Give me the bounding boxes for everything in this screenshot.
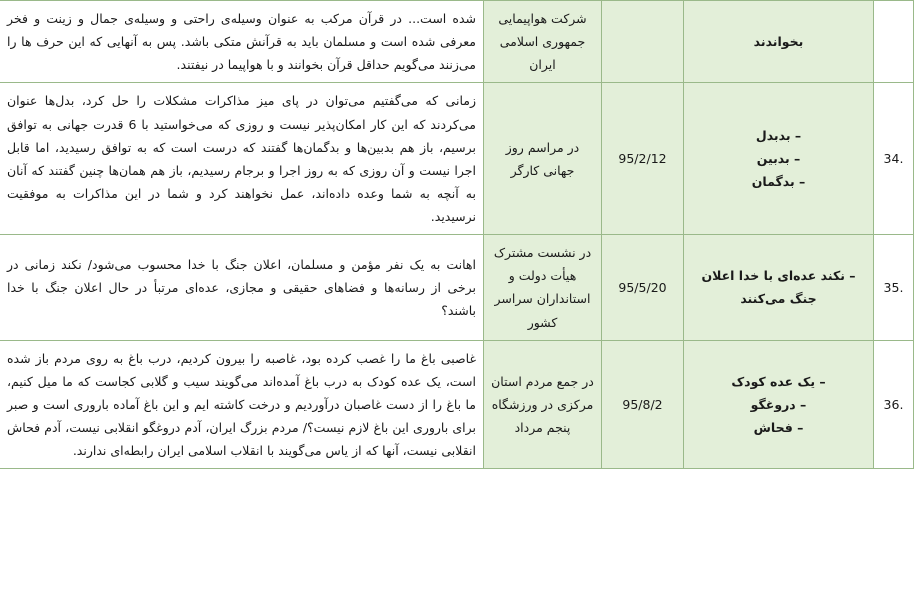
keyword-line: – یک عده کودک — [731, 373, 826, 389]
row-event: شرکت هواپیمایی جمهوری اسلامی ایران — [484, 1, 602, 83]
keyword-line: – دروغگو — [750, 396, 807, 412]
table-row — [0, 340, 914, 469]
keyword-line: – نکند عده‌ای با خدا اعلان — [701, 268, 856, 284]
table-body — [0, 1, 914, 469]
row-date: 95/8/2 — [602, 340, 684, 469]
row-text: زمانی که می‌گفتیم می‌توان در پای میز مذاکرات مشکلات را حل کرد، بدل‌ها عنوان می‌کردند که این کار امکان‌پذیر نیست و روزی که می‌خواستید با 6 قدرت جهانی به توافق برسیم، باز هم بدبین‌ها و بدگمان‌ها گفتند که درست است که به توافق رسیدید، اما قابل اجرا نیست و آن روزی که به روز اجرا و برجام رسیدیم، باز هم همان‌ها چنین گفتند که آنان به آنچه به شما وعده داده‌اند، عمل نخواهند کرد و شما در این مذاکرات به موفقیت نرسیدید. — [0, 83, 484, 235]
row-date — [602, 1, 684, 83]
row-keywords — [684, 340, 874, 469]
keyword-line: – بدبدل — [755, 128, 802, 144]
table-row — [0, 235, 914, 341]
row-number: 36. — [874, 340, 914, 469]
row-date: 95/2/12 — [602, 83, 684, 235]
keyword-line: – بدبین — [756, 151, 801, 167]
row-text: غاصبی باغ ما را غصب کرده بود، غاصبه را بیرون کردیم، درب باغ به روی مردم باز شده است، یک عده کودک به درب باغ آمده‌اند می‌گویند سیب و گلابی کجاست که ما میل کنیم، ما باغ را از دست غاصبان درآوردیم و درخت کاشته ایم و این باغ آماده باروری است و صبر برای باروری این باغ لازم نیست؟/ مردم بزرگ ایران، آدم دروغگو انقلابی نیست، آدم فحاش انقلابی نیست، آنها که از یاس می‌گویند با انقلاب اسلامی ایران رابطه‌ای ندارند. — [0, 340, 484, 469]
row-event: در جمع مردم استان مرکزی در ورزشگاه پنجم مرداد — [484, 340, 602, 469]
keyword-line: – بدگمان — [751, 174, 806, 190]
table-row — [0, 83, 914, 235]
keyword-line: جنگ می‌کنند — [740, 291, 817, 307]
keyword-line: – فحاش — [753, 420, 804, 435]
row-text: اهانت به یک نفر مؤمن و مسلمان، اعلان جنگ با خدا محسوب می‌شود/ نکند زمانی در برخی از رسانه‌ها و فضاهای حقیقی و مجازی، عده‌ای مرتبأ در حال اعلان جنگ با خدا باشند؟ — [0, 235, 484, 341]
row-number: 34. — [874, 83, 914, 235]
row-date: 95/5/20 — [602, 235, 684, 341]
table-row — [0, 1, 914, 83]
row-keywords — [684, 235, 874, 341]
row-event: در مراسم روز جهانی کارگر — [484, 83, 602, 235]
row-keywords — [684, 83, 874, 235]
row-text: شده است... در قرآن مرکب به عنوان وسیله‌ی راحتی و وسیله‌ی جمال و زینت و فخر معرفی شده است و مسلمان باید به قرآنش متکی باشد. پس به آنهایی که این حرف ها را می‌زنند می‌گویم حداقل قرآن بخوانند و با هواپیما در نیفتند. — [0, 1, 484, 83]
row-number: 35. — [874, 235, 914, 341]
row-keywords — [684, 1, 874, 83]
row-event: در نشست مشترک هیأت دولت و استانداران سراسر کشور — [484, 235, 602, 341]
keyword-line: بخواندند — [753, 34, 804, 50]
row-number — [874, 1, 914, 83]
